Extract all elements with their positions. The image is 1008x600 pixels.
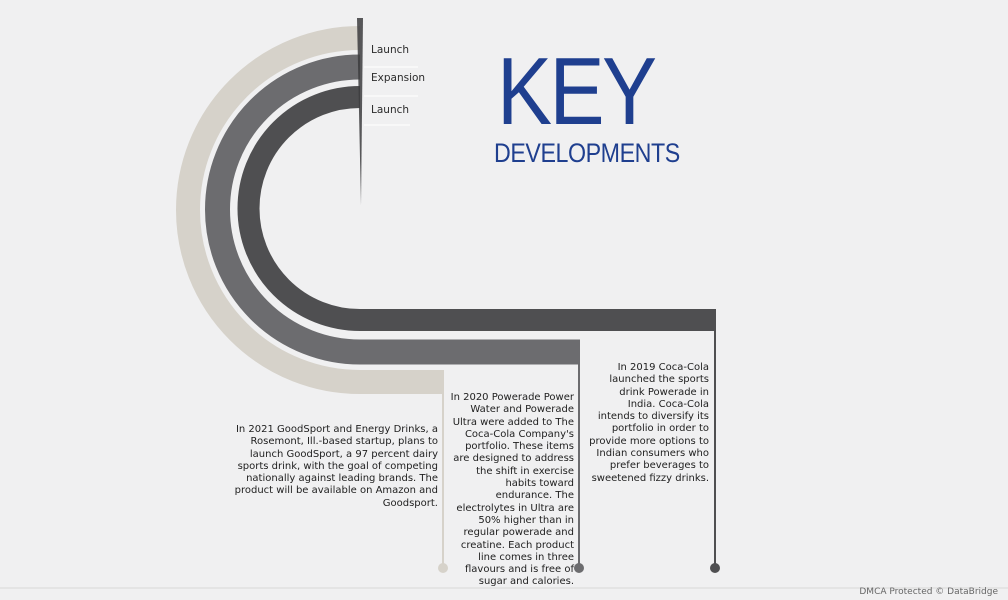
title-developments: DEVELOPMENTS	[494, 138, 680, 168]
development-2019-text: In 2019 Coca-Cola launched the sports drink Powerade in India. Coca-Cola intends to diversify its portfolio in order to provide more options to Indian consumers who prefer beverages to sweetened fizzy drinks.	[589, 362, 709, 484]
connector-dot-2019	[710, 563, 720, 573]
connector-dot-2020	[574, 563, 584, 573]
arc-divider	[357, 18, 363, 205]
development-2020-text: In 2020 Powerade Power Water and Powerade Ultra were added to The Coca-Cola Company's portfolio. These items are designed to address the shift in exercise habits toward endurance. The electrolytes in Ultra are 50% higher than in regular powerade and creatine. Each product line comes in three flavours and is free of sugar and calories.	[450, 392, 574, 588]
development-2021-text: In 2021 GoodSport and Energy Drinks, a Rosemont, Ill.-based startup, plans to launch GoodSport, a 97 percent dairy sports drink, with the goal of competing nationally against leading brands. The product will be available on Amazon and Goodsport.	[234, 424, 438, 509]
connector-dot-2021	[438, 563, 448, 573]
title-key: KEY	[497, 38, 655, 145]
arc-label-launch-1: Launch	[371, 44, 410, 56]
footer-credit: DMCA Protected © DataBridge	[859, 587, 998, 597]
arc-label-expansion: Expansion	[371, 72, 426, 84]
arc-label-launch-2: Launch	[371, 104, 410, 116]
